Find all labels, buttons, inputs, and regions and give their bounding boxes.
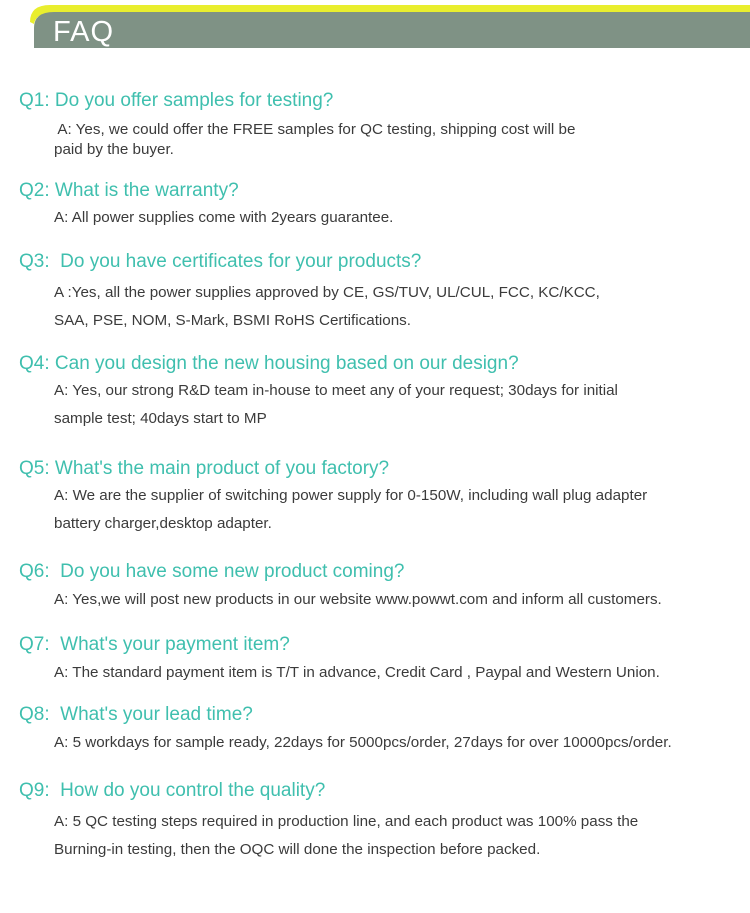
faq-answer-7: A: The standard payment item is T/T in advance, Credit Card , Paypal and Western Union.	[54, 664, 660, 681]
header-bar	[34, 12, 750, 48]
faq-answer-2: A: All power supplies come with 2years guarantee.	[54, 209, 394, 226]
faq-question-8: Q8: What's your lead time?	[19, 704, 253, 725]
faq-question-5: Q5: What's the main product of you factory?	[19, 458, 390, 479]
faq-answer-1: A: Yes, we could offer the FREE samples for QC testing, shipping cost will be paid by the buyer.	[54, 121, 576, 158]
faq-question-4: Q4: Can you design the new housing based on our design?	[19, 353, 519, 374]
faq-answer-5: A: We are the supplier of switching power supply for 0-150W, including wall plug adapter battery charger,desktop adapter.	[54, 487, 648, 532]
faq-question-2: Q2: What is the warranty?	[19, 180, 239, 201]
faq-question-7: Q7: What's your payment item?	[19, 634, 290, 655]
faq-question-9: Q9: How do you control the quality?	[19, 780, 326, 801]
faq-question-1: Q1: Do you offer samples for testing?	[19, 90, 334, 111]
faq-answer-4: A: Yes, our strong R&D team in-house to meet any of your request; 30days for initial sample test; 40days start to MP	[54, 382, 618, 427]
page-title: FAQ	[53, 16, 115, 48]
faq-answer-9: A: 5 QC testing steps required in production line, and each product was 100% pass the Burning-in testing, then the OQC will done the inspection before packed.	[54, 813, 639, 858]
faq-answer-6: A: Yes,we will post new products in our website www.powwt.com and inform all customers.	[54, 591, 662, 608]
faq-answer-3: A :Yes, all the power supplies approved by CE, GS/TUV, UL/CUL, FCC, KC/KCC, SAA, PSE, NOM, S-Mark, BSMI RoHS Certifications.	[54, 284, 600, 329]
faq-question-6: Q6: Do you have some new product coming?	[19, 561, 405, 582]
faq-question-3: Q3: Do you have certificates for your products?	[19, 251, 422, 272]
faq-header-banner	[0, 0, 750, 52]
faq-answer-8: A: 5 workdays for sample ready, 22days for 5000pcs/order, 27days for over 10000pcs/order.	[54, 734, 672, 751]
